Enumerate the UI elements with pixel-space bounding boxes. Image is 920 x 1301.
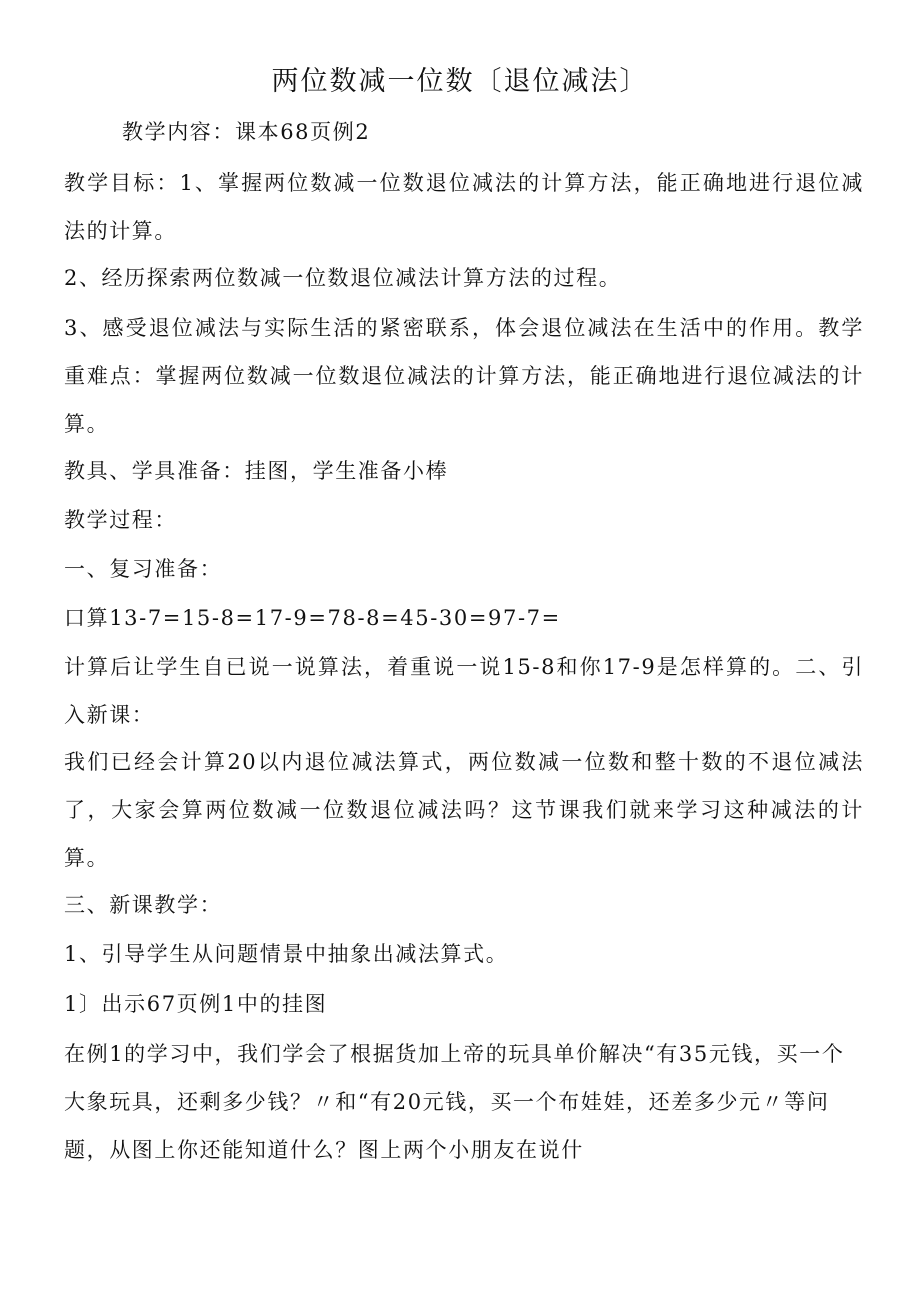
document-title: 两位数减一位数〔退位减法〕 [271, 66, 649, 97]
section-new-lesson: 三、新课教学： [64, 893, 223, 917]
section-review: 一、复习准备： [64, 557, 223, 581]
paragraph-teaching-goal-1: 教学目标：1、掌握两位数减一位数退位减法的计算方法，能正确地进行退位减法的计算。 [64, 171, 864, 243]
paragraph-discussion: 计算后让学生自已说一说算法，着重说一说15-8和你17-9是怎样算的。二、引入新课： [64, 655, 864, 727]
paragraph-introduction: 我们已经会计算20以内退位减法算式，两位数减一位数和整十数的不退位减法了，大家会算两位数减一位数退位减法吗？这节课我们就来学习这种减法的计算。 [64, 750, 864, 870]
paragraph-step-1: 1、引导学生从问题情景中抽象出减法算式。 [64, 942, 509, 966]
paragraph-teaching-process: 教学过程： [64, 508, 177, 532]
paragraph-teaching-content: 教学内容：课本68页例2 [122, 120, 371, 144]
paragraph-teaching-aids: 教具、学具准备：挂图，学生准备小棒 [64, 459, 449, 483]
paragraph-teaching-goal-2: 2、经历探索两位数减一位数退位减法计算方法的过程。 [64, 266, 622, 290]
paragraph-oral-calculation: 口算13-7=15-8=17-9=78-8=45-30=97-7= [64, 606, 561, 630]
paragraph-teaching-goal-3: 3、感受退位减法与实际生活的紧密联系，体会退位减法在生活中的作用。教学重难点：掌握两位数减一位数退位减法的计算方法，能正确地进行退位减法的计算。 [64, 316, 864, 436]
paragraph-show-picture: 1〕出示67页例1中的挂图 [64, 992, 328, 1016]
paragraph-example-review: 在例1的学习中，我们学会了根据货加上帝的玩具单价解决“有35元钱，买一个大象玩具，还剩多少钱？〃和“有20元钱，买一个布娃娃，还差多少元〃等问题，从图上你还能知道什么？图上两个小朋友在说什 [64, 1042, 845, 1162]
